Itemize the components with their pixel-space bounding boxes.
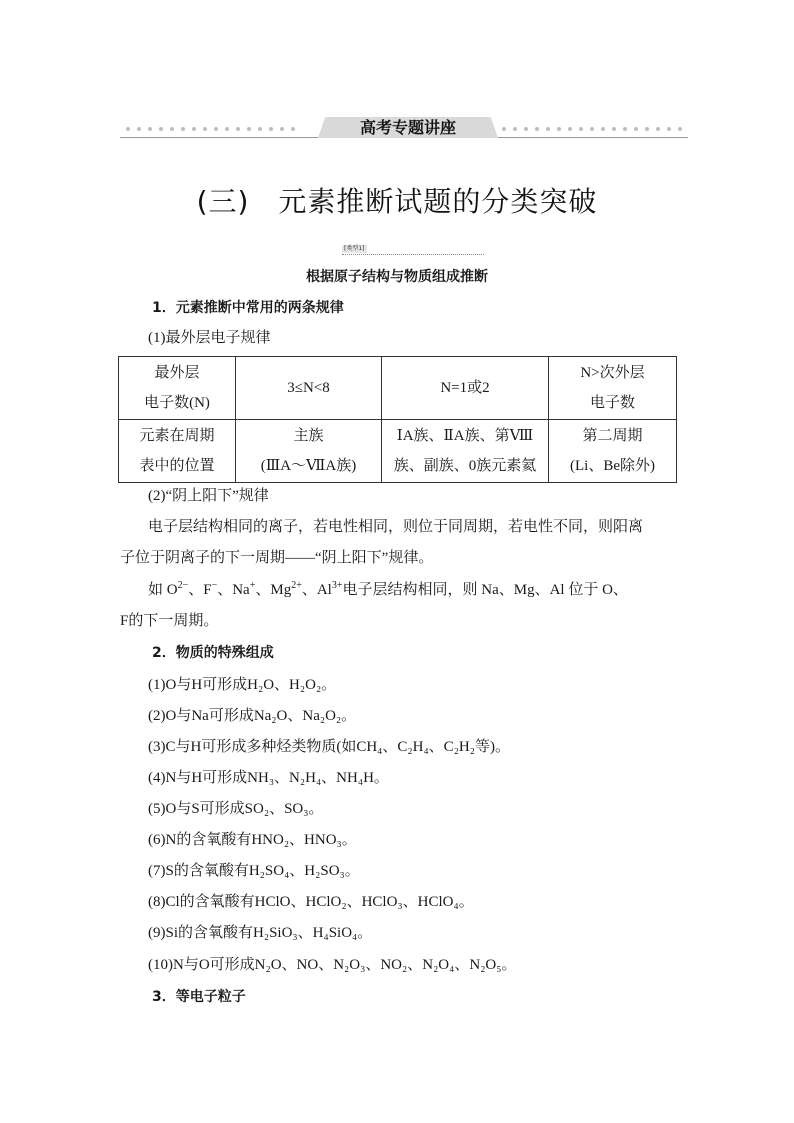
- rule-2-label: (2)“阴上阳下”规律: [148, 488, 269, 504]
- paragraph-line: 电子层结构相同的离子，若电性相同，则位于同周期，若电性不同，则阳离: [148, 519, 644, 535]
- heading-3: 3．等电子粒子: [152, 989, 246, 1005]
- table-cell: N>次外层 电子数: [549, 357, 677, 420]
- type-tag: [342, 245, 484, 257]
- list-item: (4)N与H可形成NH₃、N₂H₄、NH₄H。: [148, 770, 389, 786]
- tag-dotted-line: [342, 254, 484, 255]
- table-row: [119, 420, 677, 483]
- heading-1: 1．元素推断中常用的两条规律: [152, 300, 344, 316]
- list-item: (6)N的含氧酸有HNO₂、HNO₃。: [148, 832, 357, 848]
- table-row: [119, 357, 677, 420]
- banner-title: 高考专题讲座: [359, 118, 456, 137]
- table-cell: 主族 (ⅢA～ⅦA族): [236, 420, 382, 483]
- paragraph-line: 子位于阴离子的下一周期——“阴上阳下”规律。: [120, 550, 434, 566]
- list-item: (8)Cl的含氧酸有HClO、HClO₂、HClO₃、HClO₄。: [148, 894, 474, 910]
- banner-dots-right: [491, 127, 682, 131]
- list-item: (7)S的含氧酸有H₂SO₄、H₂SO₃。: [148, 863, 360, 879]
- table-cell: ⅠA族、ⅡA族、第Ⅷ 族、副族、0族元素氦: [382, 420, 549, 483]
- paragraph-line: F的下一周期。: [120, 613, 219, 629]
- heading-2: 2．物质的特殊组成: [152, 645, 274, 661]
- page-title: (三) 元素推断试题的分类突破: [196, 185, 598, 218]
- paragraph-line: 如 $O^{2-}$、F−、Na+、$Mg^{2+}$、$Al^{3+}$电子层结构相同，则 Na、Mg、Al 位于 O、: [148, 580, 628, 598]
- list-item: (1)O与H可形成H₂O、H₂O₂。: [148, 677, 337, 693]
- table-cell: 最外层 电子数(N): [119, 357, 236, 420]
- list-item: (3)C与H可形成多种烃类物质(如CH₄、C₂H₄、C₂H₂等)。: [148, 739, 510, 755]
- table-cell: N=1或2: [382, 357, 549, 420]
- tag-label: [类型1]: [344, 245, 365, 252]
- list-item: (10)N与O可形成N₂O、NO、N₂O₃、NO₂、N₂O₄、N₂O₅。: [148, 957, 517, 973]
- section-subtitle: 根据原子结构与物质组成推断: [306, 269, 488, 285]
- list-item: (9)Si的含氧酸有H₂SiO₃、H₄SiO₄。: [148, 925, 373, 941]
- table-cell: 3≤N<8: [236, 357, 382, 420]
- list-item: (5)O与S可形成SO₂、SO₃。: [148, 801, 324, 817]
- outer-electron-table: [118, 356, 677, 483]
- table-cell: 元素在周期 表中的位置: [119, 420, 236, 483]
- section-banner: [120, 117, 688, 145]
- table-cell: 第二周期 (Li、Be除外): [549, 420, 677, 483]
- list-item: (2)O与Na可形成Na₂O、Na₂O₂。: [148, 708, 357, 724]
- rule-1-label: (1)最外层电子规律: [148, 330, 271, 346]
- banner-dots-left: [126, 127, 295, 131]
